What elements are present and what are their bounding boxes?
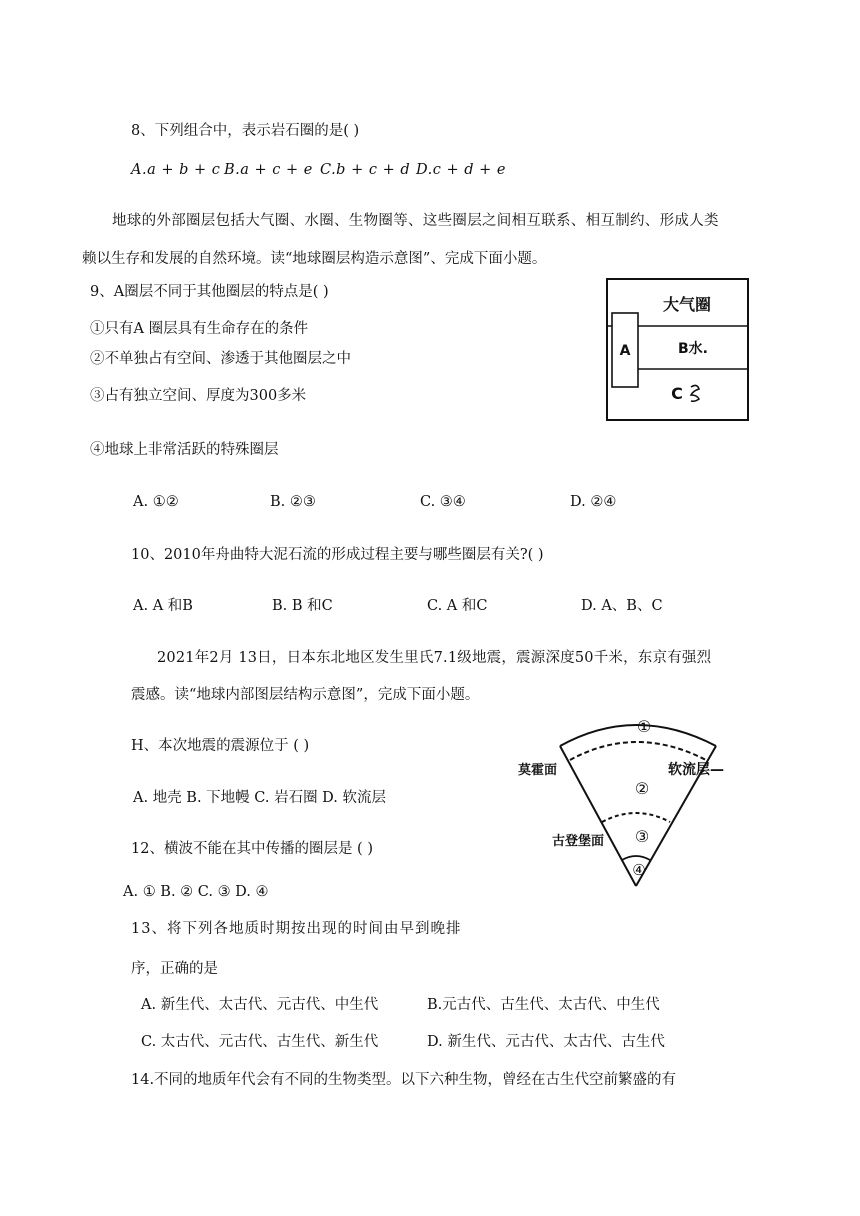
earth-spheres-diagram	[605, 277, 751, 423]
q13-option-b: B.元古代、古生代、太古代、中生代	[427, 997, 660, 1013]
fig2-asthenosphere-label: 软流层—	[668, 762, 724, 778]
q9-option-c: C. ③④	[420, 494, 466, 510]
q10-option-d: D. A、B、C	[581, 598, 663, 614]
q9-statement-3: ③占有独立空间、厚度为300多米	[90, 388, 307, 404]
q9-option-d: D. ②④	[570, 494, 617, 510]
q10-option-a: A. A 和B	[133, 598, 193, 614]
fig2-label-1: ①	[636, 717, 652, 736]
q9-statement-4: ④地球上非常活跃的特殊圈层	[90, 442, 279, 458]
q10-option-b: B. B 和C	[272, 598, 333, 614]
q9-option-a: A. ①②	[133, 494, 179, 510]
q9-statement-1: ①只有A 圈层具有生命存在的条件	[90, 321, 309, 337]
q8-option-c: C.b + c + d	[320, 162, 411, 178]
fig1-top-label: 大气圈	[662, 295, 712, 314]
q9-option-b: B. ②③	[270, 494, 316, 510]
fig1-mid-label: B水.	[678, 341, 708, 357]
intro2-line1: 2021年2月 13日，日本东北地区发生里氏7.1级地震，震源深度50千米，东京有强烈	[157, 650, 712, 666]
q12-stem: 12、横波不能在其中传播的圈层是 ( )	[131, 841, 373, 857]
q13-stem-line2: 序，正确的是	[131, 961, 218, 977]
intro2-line2: 震感。读“地球内部图层结构示意图”，完成下面小题。	[131, 687, 480, 703]
intro1-line2: 赖以生存和发展的自然环境。读“地球圈层构造示意图”、完成下面小题。	[82, 251, 547, 267]
q14-stem: 14.不同的地质年代会有不同的生物类型。以下六种生物，曾经在古生代空前繁盛的有	[131, 1072, 677, 1088]
q13-option-c: C. 太古代、元古代、古生代、新生代	[141, 1034, 379, 1050]
q13-stem-line1: 13、将下列各地质时期按出现的时间由早到晚排	[131, 921, 462, 937]
q13-option-d: D. 新生代、元古代、太古代、古生代	[427, 1034, 665, 1050]
q8-option-d: D.c + d + e	[416, 162, 506, 178]
fig2-moho-label: 莫霍面	[518, 763, 558, 778]
q8-stem: 8、下列组合中，表示岩石圈的是( )	[131, 123, 360, 139]
q9-statement-2: ②不单独占有空间、渗透于其他圈层之中	[90, 351, 351, 367]
fig2-label-2: ②	[634, 779, 650, 798]
fig2-gutenberg-label: 古登堡面	[552, 834, 605, 849]
fig1-side-label: A	[619, 343, 631, 359]
q13-option-a: A. 新生代、太古代、元古代、中生代	[141, 997, 379, 1013]
intro1-line1: 地球的外部圈层包括大气圈、水圈、生物圈等、这些圈层之间相互联系、相互制约、形成人类	[112, 213, 719, 229]
earth-interior-diagram	[518, 708, 740, 892]
q9-stem: 9、A圈层不同于其他圈层的特点是( )	[90, 284, 329, 300]
fig2-label-4: ④	[632, 861, 646, 879]
q8-option-a: A.a + b + c	[131, 162, 221, 178]
q10-stem: 10、2010年舟曲特大泥石流的形成过程主要与哪些圈层有关?( )	[131, 547, 544, 563]
q10-option-c: C. A 和C	[427, 598, 488, 614]
fig2-label-3: ③	[634, 827, 650, 846]
q11-stem: H、本次地震的震源位于 ( )	[131, 738, 310, 754]
q12-options: A. ① B. ② C. ③ D. ④	[123, 884, 269, 900]
scribble-icon	[691, 385, 699, 401]
fig1-bottom-label: C	[671, 384, 683, 403]
q11-options: A. 地壳 B. 下地幔 C. 岩石圈 D. 软流层	[133, 790, 387, 806]
q8-option-b: B.a + c + e	[224, 162, 313, 178]
